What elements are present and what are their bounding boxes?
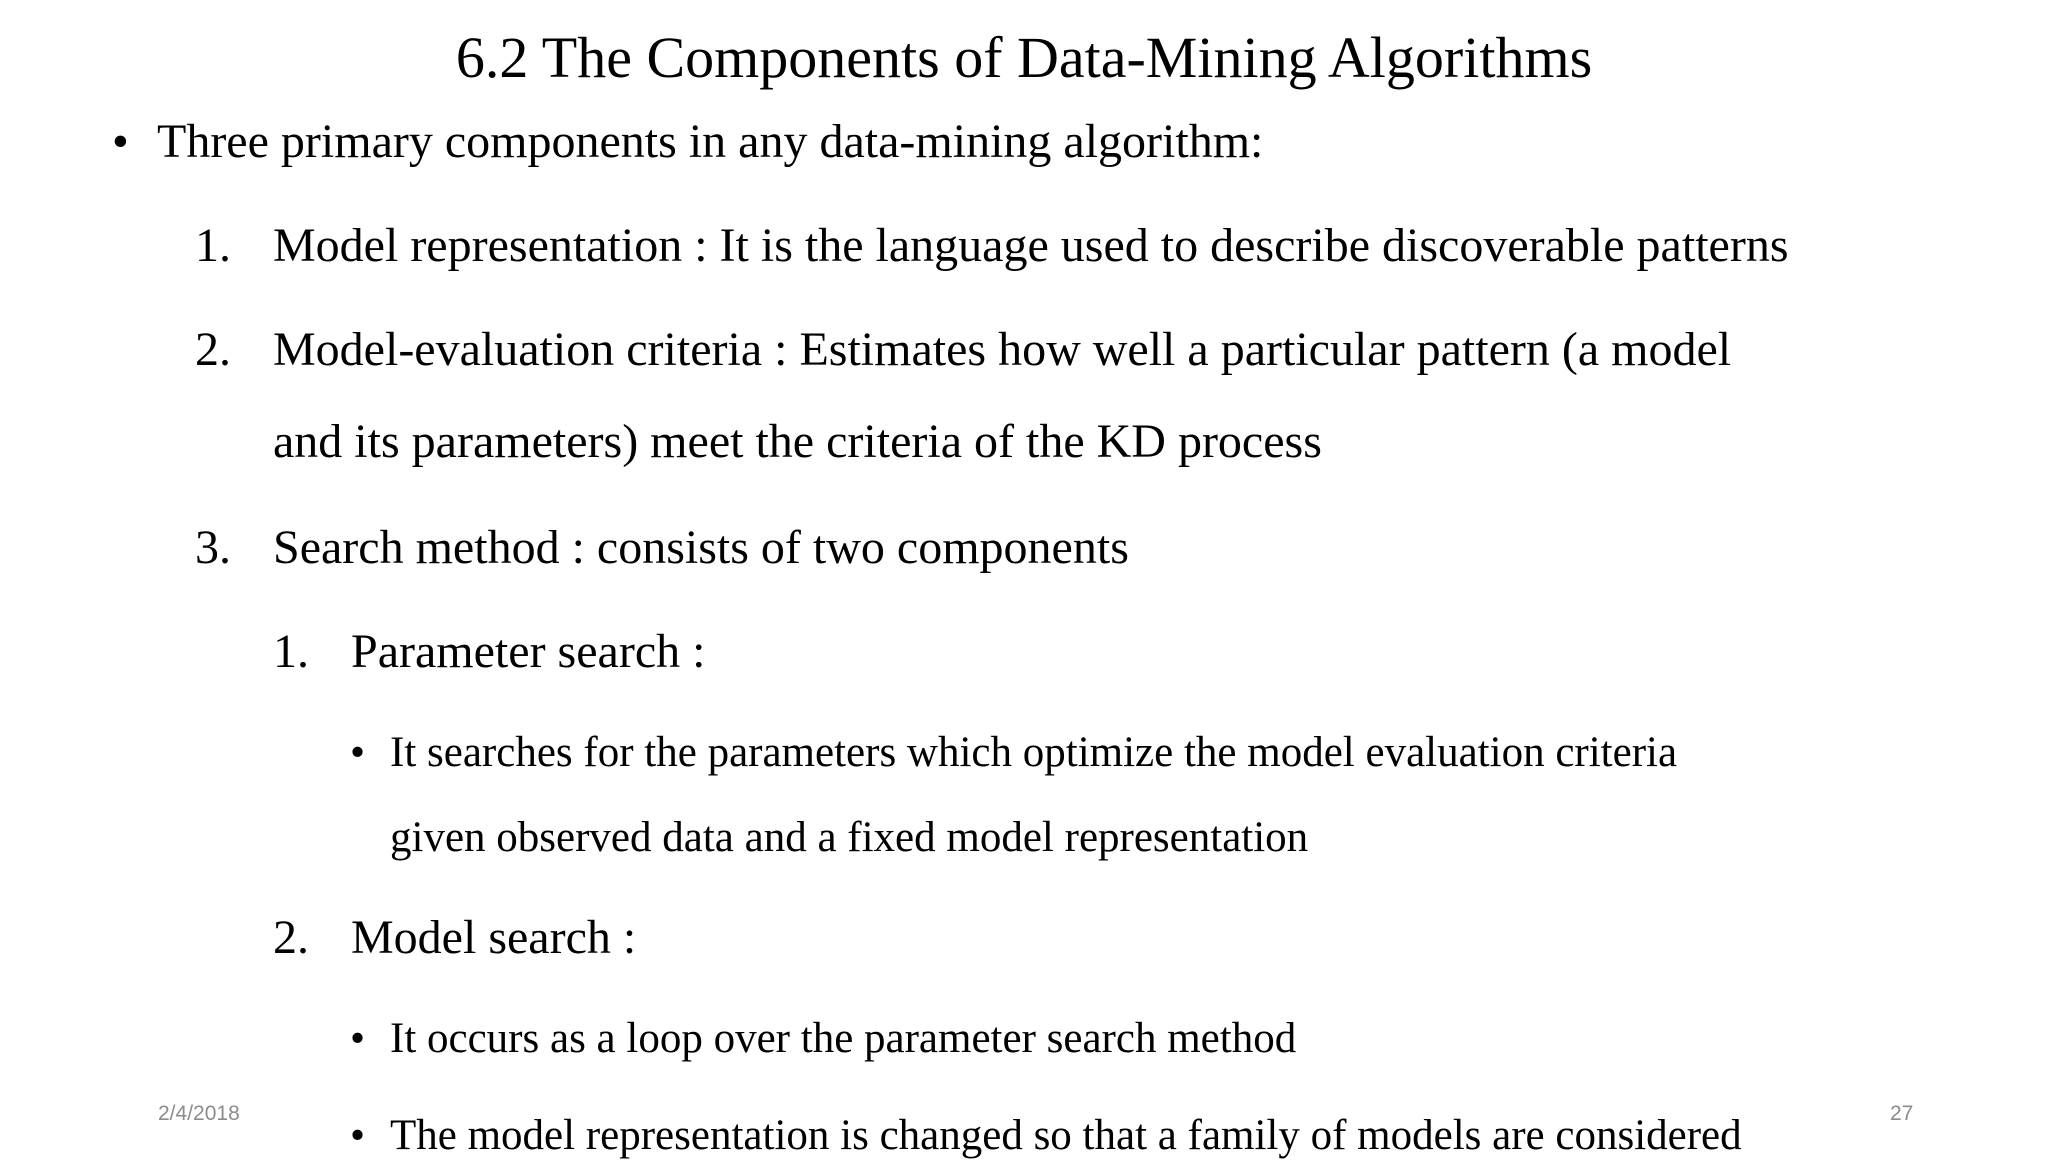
subbullet-marker: •: [350, 1015, 366, 1062]
subitem-2-text: Model search :: [351, 911, 637, 964]
subbullet-1-text-line2: given observed data and a fixed model representation: [390, 814, 1309, 861]
item-1-number: 1.: [195, 219, 231, 272]
item-1-text: Model representation : It is the language used to describe discoverable patterns: [273, 219, 1789, 272]
item-2-text-line1: Model-evaluation criteria : Estimates how well a particular pattern (a model: [273, 323, 1732, 376]
subbullet-marker: •: [350, 729, 366, 776]
item-2-number: 2.: [195, 323, 231, 376]
footer-page-number: 27: [1890, 1102, 1914, 1125]
subitem-2-number: 2.: [273, 911, 309, 964]
item-3-number: 3.: [195, 521, 231, 574]
subbullet-marker: •: [350, 1112, 366, 1159]
subitem-1-number: 1.: [273, 625, 309, 678]
subbullet-2-text: It occurs as a loop over the parameter search method: [390, 1015, 1297, 1062]
footer-date: 2/4/2018: [158, 1102, 240, 1125]
bullet-main-text: Three primary components in any data-mining algorithm:: [157, 115, 1264, 168]
subbullet-1-text-line1: It searches for the parameters which optimize the model evaluation criteria: [390, 729, 1678, 776]
subitem-1-text: Parameter search :: [351, 625, 706, 678]
bullet-marker: •: [112, 115, 129, 168]
slide-title: 6.2 The Components of Data-Mining Algorithms: [455, 25, 1593, 90]
subbullet-3-text: The model representation is changed so that a family of models are considered: [390, 1112, 1742, 1159]
item-3-text: Search method : consists of two components: [273, 521, 1129, 574]
item-2-text-line2: and its parameters) meet the criteria of the KD process: [273, 415, 1322, 468]
